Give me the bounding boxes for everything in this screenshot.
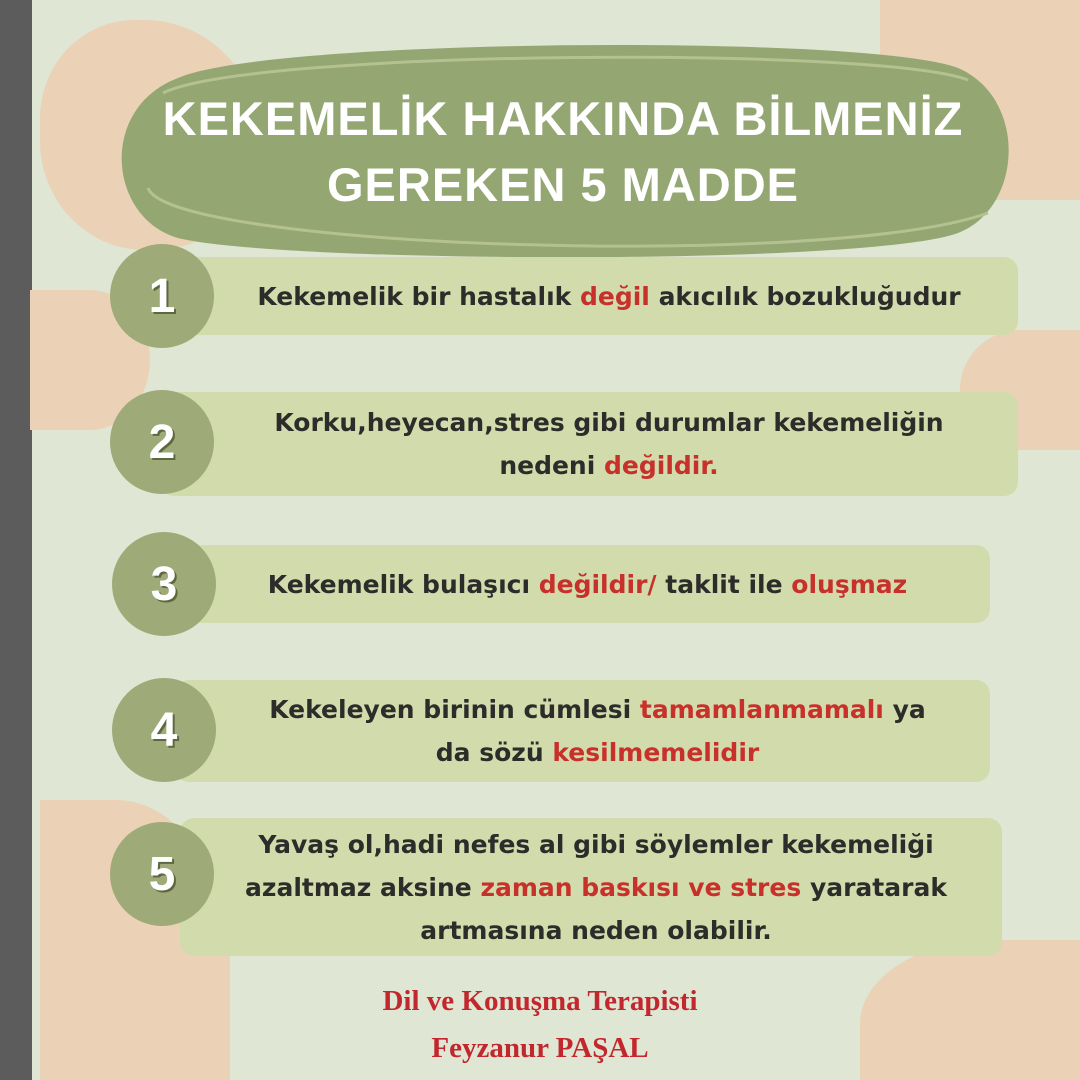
item-bar — [175, 545, 990, 623]
item-number-badge: 2 — [110, 390, 214, 494]
item-bar — [160, 392, 1018, 496]
title-banner — [108, 38, 1018, 258]
item-text: Kekeleyen birinin cümlesi tamamlanmamalı ya da sözü kesilmemelidir — [269, 695, 926, 767]
title-line-1: KEKEMELİK HAKKINDA BİLMENİZ — [162, 92, 964, 145]
item-number-badge: 1 — [110, 244, 214, 348]
item-bar — [160, 257, 1018, 335]
item-text: Yavaş ol,hadi nefes al gibi söylemler kekemeliği azaltmaz aksine zaman baskısı ve stres yaratarak artmasına neden olabilir. — [245, 829, 947, 945]
title-line-2: GEREKEN 5 MADDE — [326, 158, 799, 211]
item-bar — [175, 680, 990, 782]
item-number-badge: 5 — [110, 822, 214, 926]
left-edge-bar — [0, 0, 32, 1080]
author-credit — [0, 978, 1080, 1072]
item-text: Kekemelik bulaşıcı değildir/ taklit ile oluşmaz — [267, 569, 908, 599]
page-title — [163, 78, 964, 218]
item-text: Korku,heyecan,stres gibi durumlar kekemeliğin nedeni değildir. — [274, 408, 944, 480]
author-title: Dil ve Konuşma Terapisti — [382, 985, 698, 1017]
item-number-badge: 4 — [112, 678, 216, 782]
item-number-badge: 3 — [112, 532, 216, 636]
item-text: Kekemelik bir hastalık değil akıcılık bozukluğudur — [257, 281, 961, 311]
item-bar — [180, 818, 1002, 956]
author-name: Feyzanur PAŞAL — [431, 1032, 649, 1064]
